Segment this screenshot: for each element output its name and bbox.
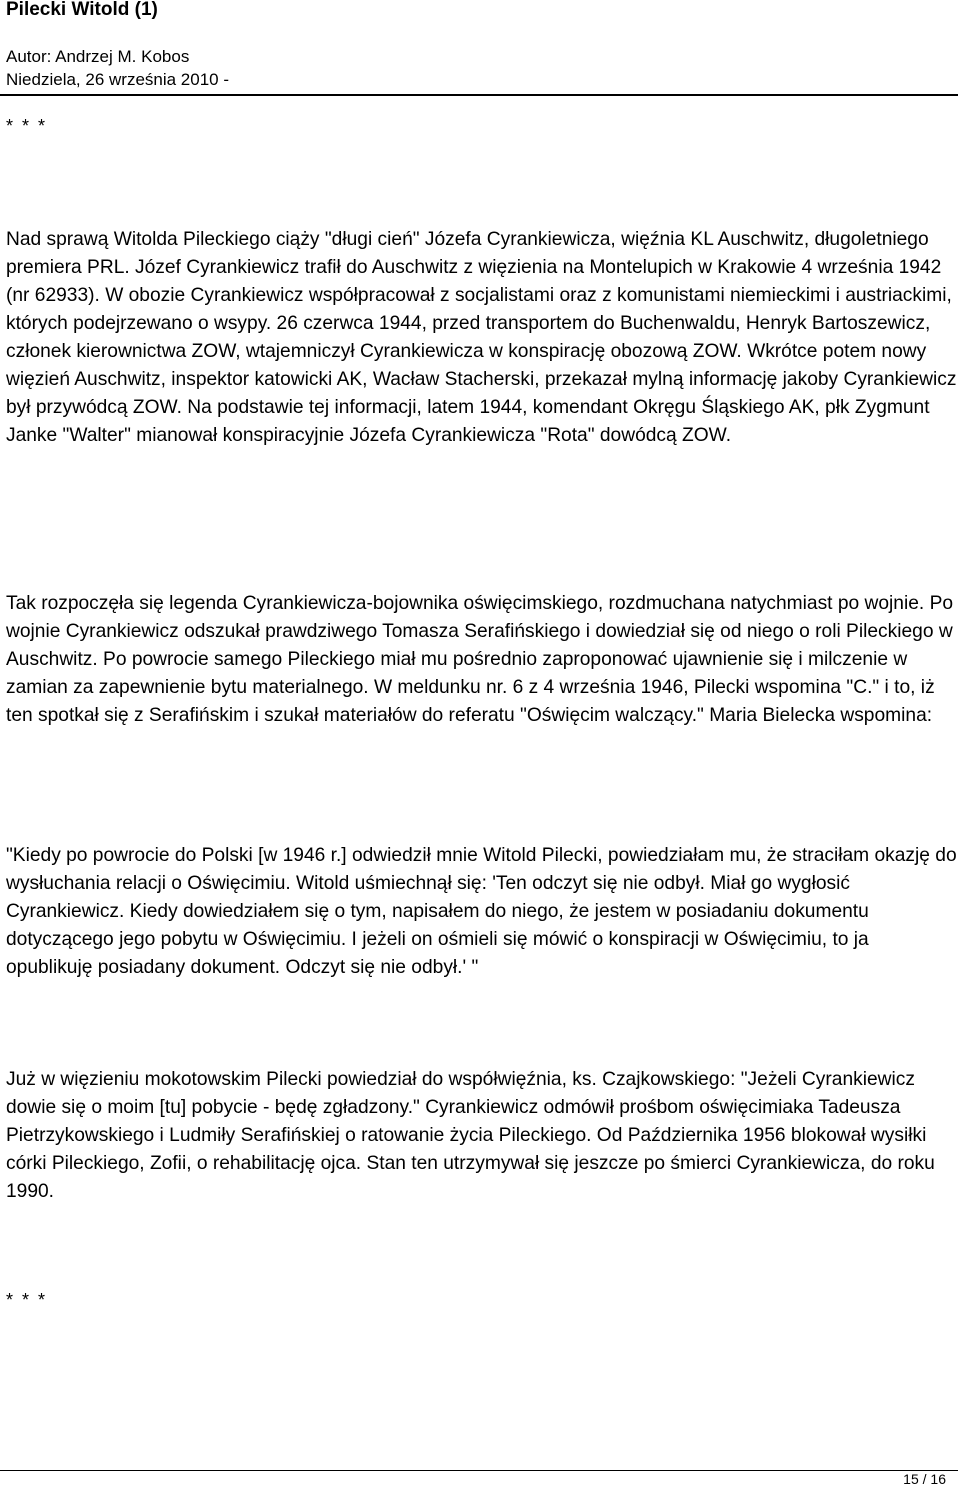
section-separator-bottom: * * *	[6, 1290, 48, 1310]
header-divider	[0, 94, 958, 96]
paragraph-4: Już w więzieniu mokotowskim Pilecki powiedział do współwięźnia, ks. Czajkowskiego: "Jeżeli Cyrankiewicz dowie się o moim [tu] pobycie - będę zgładzony." Cyrankiewicz odmówił prośbom oświęcimiaka Tadeusza Pietrzykowskiego i Ludmiły Serafińskiej o ratowanie życia Pileckiego. Od Października 1956 blokował wysiłki córki Pileckiego, Zofii, o rehabilitację ojca. Stan ten utrzymywał się jeszcze po śmierci Cyrankiewicza, do roku 1990.	[6, 1069, 935, 1202]
date-line: Niedziela, 26 września 2010 -	[6, 70, 230, 89]
paragraph-2: Tak rozpoczęła się legenda Cyrankiewicza-bojownika oświęcimskiego, rozdmuchana natychmiast po wojnie. Po wojnie Cyrankiewicz odszukał prawdziwego Tomasza Serafińskiego i dowiedział się od niego o roli Pileckiego w Auschwitz. Po powrocie samego Pileckiego miał mu pośrednio zaproponować ujawnienie się i milczenie w zamian za zapewnienie bytu materialnego. W meldunku nr. 6 z 4 września 1946, Pilecki wspomina "C." i to, iż ten spotkał się z Serafińskim i szukał materiałów do referatu "Oświęcim walczący." Maria Bielecka wspomina:	[6, 593, 954, 726]
author-line: Autor: Andrzej M. Kobos	[6, 47, 190, 66]
paragraph-1: Nad sprawą Witolda Pileckiego ciąży "długi cień" Józefa Cyrankiewicza, więźnia KL Auschwitz, długoletniego premiera PRL. Józef Cyrankiewicz trafił do Auschwitz z więzienia na Montelupich w Krakowie 4 września 1942 (nr 62933). W obozie Cyrankiewicz współpracował z socjalistami oraz z komunistami niemieckimi i austriackimi, których podejrzewano o wsypy. 26 czerwca 1944, przed transportem do Buchenwaldu, Henryk Bartoszewicz, członek kierownictwa ZOW, wtajemniczył Cyrankiewicza w konspirację obozową ZOW. Wkrótce potem nowy więzień Auschwitz, inspektor katowicki AK, Wacław Stacherski, przekazał mylną informację jakoby Cyrankiewicz był przywódcą ZOW. Na podstawie tej informacji, latem 1944, komendant Okręgu Śląskiego AK, płk Zygmunt Janke "Walter" mianował konspiracyjnie Józefa Cyrankiewicza "Rota" dowódcą ZOW.	[6, 229, 957, 446]
paragraph-3-quote: "Kiedy po powrocie do Polski [w 1946 r.] odwiedził mnie Witold Pilecki, powiedziałam mu, że straciłam okazję do wysłuchania relacji o Oświęcimiu. Witold uśmiechnął się: 'Ten odczyt się nie odbył. Miał go wygłosić Cyrankiewicz. Kiedy dowiedziałem się o tym, napisałem do niego, że jestem w posiadaniu dokumentu dotyczącego jego pobytu w Oświęcimiu. I jeżeli on ośmieli się mówić o konspiracji w Oświęcimiu, to ja opublikuję posiadany dokument. Odczyt się nie odbył.' "	[6, 845, 957, 978]
section-separator-top: * * *	[6, 116, 48, 136]
document-title: Pilecki Witold (1)	[6, 0, 158, 20]
page-number: 15 / 16	[903, 1471, 946, 1487]
footer-divider	[0, 1470, 958, 1471]
